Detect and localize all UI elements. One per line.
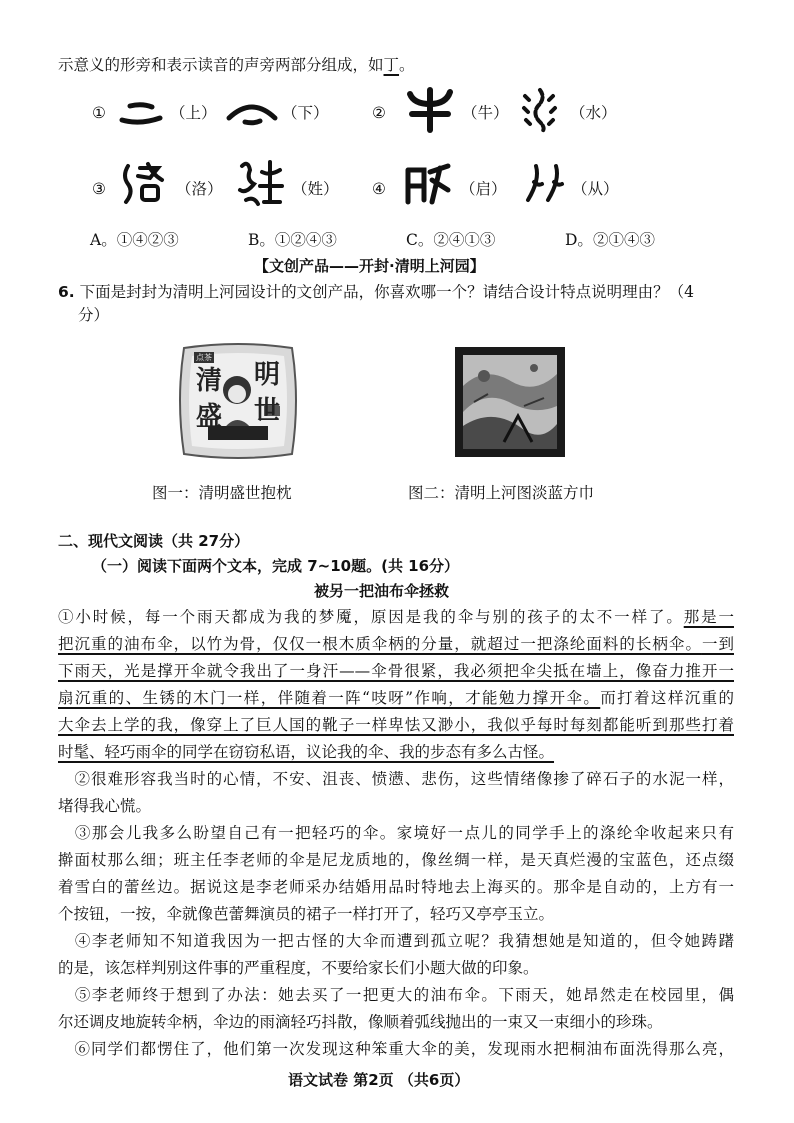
pillow-tag: 点茶 xyxy=(196,353,212,362)
text-run: ④李老师知不知道我因为一把古怪的大伞而遭到孤立呢？我猜想她是知道的，但令她踌躇 xyxy=(58,932,734,950)
section-heading: 二、现代文阅读（共 27分） xyxy=(58,532,250,550)
intro-text: 示意义的形旁和表示读音的声旁两部分组成，如 xyxy=(58,56,384,74)
luo-icon xyxy=(118,160,168,206)
question-text: 下面是封封为清明上河园设计的文创产品，你喜欢哪一个？请结合设计特点说明理由？（4 xyxy=(79,283,694,301)
text-run: ③那会儿我多么盼望自己有一把轻巧的伞。家境好一点儿的同学手上的涤纶伞收起来只有 xyxy=(58,824,734,842)
option-a xyxy=(90,227,179,253)
example-char: 丁 xyxy=(383,56,400,74)
pillow-char: 清 xyxy=(196,366,223,396)
text-line xyxy=(58,793,734,820)
option-letter: A。 xyxy=(90,231,117,249)
text-run: 擀面杖那么细；班主任李老师的伞是尼龙质地的，像丝绸一样，是天真烂漫的宝蓝色，还点缀 xyxy=(58,851,734,869)
glyph-label: （下） xyxy=(282,104,329,122)
text-line xyxy=(58,631,734,658)
niu-icon xyxy=(404,86,456,134)
item-number: ① xyxy=(92,104,106,122)
handkerchief-image xyxy=(454,346,566,458)
cong-icon xyxy=(522,160,568,206)
option-letter: B。 xyxy=(248,231,275,249)
text-line xyxy=(58,739,734,766)
underlined-run: 把沉重的油布伞，以竹为骨，仅仅一根木质伞柄的分量，就超过一把涤纶面料的长柄伞。 xyxy=(58,635,702,653)
glyph-label: （洛） xyxy=(176,180,223,198)
option-value: ①④②③ xyxy=(116,231,179,249)
intro-line xyxy=(58,52,415,78)
shang-icon xyxy=(118,98,164,128)
text-line xyxy=(58,1009,734,1036)
underlined-run: 时髦、轻巧雨伞的同学在窃窃私语，议论我的伞、我的步态有多么古怪。 xyxy=(58,743,555,761)
option-d xyxy=(565,227,655,253)
text-line xyxy=(58,658,734,685)
text-run: 的是，该怎样判别这件事的严重程度，不要给家长们小题大做的印象。 xyxy=(58,959,539,977)
text-line xyxy=(58,982,734,1009)
item-number: ③ xyxy=(92,180,106,198)
option-b xyxy=(248,227,337,253)
text-run: 个按钮，一按，伞就像芭蕾舞演员的裙子一样打开了，轻巧又亭亭玉立。 xyxy=(58,905,555,923)
article-body xyxy=(58,604,734,1063)
article-title: 被另一把油布伞拯救 xyxy=(314,582,450,600)
text-line xyxy=(58,685,734,712)
glyph-label: （水） xyxy=(570,104,617,122)
intro-period: 。 xyxy=(399,56,415,74)
option-letter: D。 xyxy=(565,231,593,249)
underlined-run: 那是一 xyxy=(683,608,734,626)
text-line xyxy=(58,604,734,631)
section-banner: 【文创产品——开封·清明上河园】 xyxy=(254,257,485,275)
question-6 xyxy=(58,279,694,305)
glyph-label: （姓） xyxy=(292,180,339,198)
option-value: ②④①③ xyxy=(433,231,496,249)
glyph-label: （从） xyxy=(572,180,619,198)
text-line xyxy=(58,847,734,874)
page-footer: 语文试卷 第2页 （共6页） xyxy=(288,1071,470,1089)
subsection-heading: （一）阅读下面两个文本，完成 7~10题。(共 16分） xyxy=(92,557,460,575)
text-line xyxy=(58,712,734,739)
shui-icon xyxy=(520,86,560,134)
text-run: ②很难形容我当时的心情，不安、沮丧、愤懑、悲伤，这些情绪像掺了碎石子的水泥一样， xyxy=(58,770,734,788)
qi-icon xyxy=(402,160,454,206)
underlined-run: 下雨天，光是撑开伞就令我出了一身汗——伞骨很紧，我必须把伞尖抵在墙上，像奋力推开一 xyxy=(58,662,734,680)
text-run: ①小时候，每一个雨天都成为我的梦魇，原因是我的伞与别的孩子的太不一样了。 xyxy=(58,608,684,626)
glyph-label: （启） xyxy=(460,180,507,198)
figure-caption: 图一：清明盛世抱枕 xyxy=(152,484,292,502)
question-6-cont: 分） xyxy=(78,306,110,324)
text-run: ⑥同学们都愣住了，他们第一次发现这种笨重大伞的美，发现雨水把桐油布面洗得那么亮， xyxy=(58,1040,734,1058)
glyph-label: （牛） xyxy=(462,104,509,122)
text-run: 堵得我心慌。 xyxy=(58,797,152,815)
item-number: ② xyxy=(372,104,386,122)
text-line xyxy=(58,1036,734,1063)
figure-caption: 图二：清明上河图淡蓝方巾 xyxy=(408,484,595,502)
underlined-run: 大伞去上学的我，像穿上了巨人国的靴子一样卑怯又渺小，我似乎每时每刻都能听到那些打着 xyxy=(58,716,734,734)
text-run: ⑤李老师终于想到了办法：她去买了一把更大的油布伞。下雨天，她昂然走在校园里，偶 xyxy=(58,986,734,1004)
pillow-char: 世 xyxy=(254,396,281,426)
question-number: 6. xyxy=(58,283,75,301)
xing-icon xyxy=(236,156,286,210)
pillow-image xyxy=(178,340,298,460)
text-line xyxy=(58,955,734,982)
option-value: ①②④③ xyxy=(274,231,337,249)
text-line xyxy=(58,874,734,901)
underlined-run: 一到 xyxy=(701,635,734,653)
text-run: 着雪白的蕾丝边。据说这是李老师采办结婚用品时特地去上海买的。那伞是自动的，上方有一 xyxy=(58,878,734,896)
option-letter: C。 xyxy=(406,231,434,249)
pillow-char: 盛 xyxy=(196,402,223,432)
option-value: ②①④③ xyxy=(592,231,655,249)
text-line xyxy=(58,901,734,928)
text-run: 而打着这样沉重的 xyxy=(600,689,734,707)
text-line xyxy=(58,928,734,955)
pillow-char: 明 xyxy=(254,360,281,390)
underlined-run: 扇沉重的、生锈的木门一样，伴随着一阵“吱呀”作响，才能勉力撑开伞。 xyxy=(58,689,601,707)
text-line xyxy=(58,766,734,793)
glyph-label: （上） xyxy=(170,104,217,122)
text-line xyxy=(58,820,734,847)
option-c xyxy=(406,227,495,253)
xia-icon xyxy=(226,96,278,128)
text-run: 尔还调皮地旋转伞柄，伞边的雨滴轻巧抖散，像顺着弧线抛出的一束又一束细小的珍珠。 xyxy=(58,1013,663,1031)
item-number: ④ xyxy=(372,180,386,198)
